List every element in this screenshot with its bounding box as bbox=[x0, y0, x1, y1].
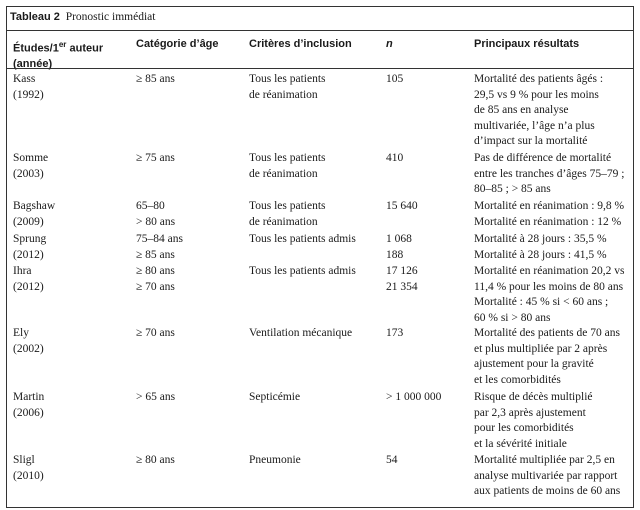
cell-line: de réanimation bbox=[249, 167, 318, 180]
cell-line: 173 bbox=[386, 327, 404, 339]
cell-line: et plus multipliée par 2 après bbox=[474, 342, 608, 355]
cell-line: 54 bbox=[386, 454, 398, 466]
age-cell bbox=[136, 199, 175, 230]
cell-line: 1 068 bbox=[386, 233, 412, 245]
cell-line: de réanimation bbox=[249, 215, 318, 228]
criteria-cell bbox=[249, 264, 356, 280]
cell-line: Ely bbox=[13, 327, 29, 339]
cell-line: de 85 ans en analyse bbox=[474, 104, 569, 117]
cell-line: d’impact sur la mortalité bbox=[474, 135, 588, 148]
results-cell bbox=[474, 264, 624, 326]
cell-line: Mortalité multipliée par 2,5 en bbox=[474, 454, 615, 466]
cell-line: ≥ 80 ans bbox=[136, 265, 175, 277]
study-cell bbox=[13, 326, 44, 357]
n-cell bbox=[386, 326, 403, 342]
header-n: n bbox=[386, 38, 393, 50]
cell-line: Tous les patients admis bbox=[249, 265, 356, 277]
criteria-cell bbox=[249, 326, 352, 342]
cell-line: Ventilation mécanique bbox=[249, 327, 353, 339]
header-criteria: Critères d’inclusion bbox=[249, 38, 352, 50]
cell-line: (2012) bbox=[13, 248, 44, 261]
cell-line: Mortalité à 28 jours : 41,5 % bbox=[474, 248, 607, 261]
cell-line: et les comorbidités bbox=[474, 373, 561, 386]
cell-line: multivariée, l’âge n’a plus bbox=[474, 119, 595, 132]
cell-line: Sligl bbox=[13, 454, 35, 466]
study-cell bbox=[13, 72, 44, 103]
cell-line: Mortalité : 45 % si < 60 ans ; bbox=[474, 296, 609, 309]
table-title: Pronostic immédiat bbox=[65, 11, 156, 23]
cell-line: (2003) bbox=[13, 167, 44, 180]
cell-line: ≥ 85 ans bbox=[136, 73, 175, 85]
study-cell bbox=[13, 232, 46, 263]
cell-line: > 1 000 000 bbox=[386, 391, 442, 403]
cell-line: entre les tranches d’âges 75–79 ; bbox=[474, 167, 625, 180]
results-cell bbox=[474, 326, 620, 388]
age-cell bbox=[136, 264, 175, 295]
age-cell bbox=[136, 151, 175, 167]
header-study: Études/1er auteur (année) bbox=[13, 40, 104, 70]
cell-line: Pas de différence de mortalité bbox=[474, 152, 612, 164]
age-cell bbox=[136, 390, 175, 406]
study-cell bbox=[13, 199, 55, 230]
cell-line: > 80 ans bbox=[136, 215, 176, 228]
cell-line: 188 bbox=[386, 248, 404, 261]
cell-line: ajustement pour la gravité bbox=[474, 358, 594, 371]
cell-line: par 2,3 après ajustement bbox=[474, 406, 586, 419]
results-cell bbox=[474, 453, 620, 500]
n-cell bbox=[386, 151, 403, 167]
cell-line: et la sévérité initiale bbox=[474, 437, 567, 450]
caption-divider bbox=[7, 30, 633, 31]
cell-line: 410 bbox=[386, 152, 404, 164]
results-cell bbox=[474, 72, 603, 150]
study-cell bbox=[13, 453, 44, 484]
study-cell bbox=[13, 390, 44, 421]
cell-line: 15 640 bbox=[386, 200, 418, 212]
cell-line: (2012) bbox=[13, 280, 44, 293]
cell-line: 21 354 bbox=[386, 280, 418, 293]
age-cell bbox=[136, 72, 175, 88]
results-cell bbox=[474, 199, 624, 230]
criteria-cell bbox=[249, 390, 300, 406]
study-cell bbox=[13, 151, 48, 182]
cell-line: pour les comorbidités bbox=[474, 422, 574, 435]
cell-line: Mortalité en réanimation : 12 % bbox=[474, 215, 622, 228]
header-age: Catégorie d’âge bbox=[136, 38, 219, 50]
header-results: Principaux résultats bbox=[474, 38, 580, 50]
cell-line: Mortalité des patients de 70 ans bbox=[474, 327, 620, 339]
age-cell bbox=[136, 232, 183, 263]
cell-line: 105 bbox=[386, 73, 404, 85]
cell-line: Ihra bbox=[13, 265, 32, 277]
cell-line: aux patients de moins de 60 ans bbox=[474, 485, 621, 498]
cell-line: 80–85 ; > 85 ans bbox=[474, 183, 551, 196]
cell-line: Bagshaw bbox=[13, 200, 56, 212]
cell-line: 75–84 ans bbox=[136, 233, 183, 245]
cell-line: Septicémie bbox=[249, 391, 301, 403]
cell-line: Mortalité en réanimation 20,2 vs bbox=[474, 265, 625, 277]
age-cell bbox=[136, 326, 175, 342]
cell-line: Tous les patients admis bbox=[249, 233, 356, 245]
cell-line: Kass bbox=[13, 73, 36, 85]
cell-line: 11,4 % pour les moins de 80 ans bbox=[474, 280, 624, 293]
cell-line: Sprung bbox=[13, 233, 47, 245]
cell-line: Mortalité des patients âgés : bbox=[474, 73, 604, 85]
n-cell bbox=[386, 232, 412, 263]
cell-line: ≥ 70 ans bbox=[136, 280, 175, 293]
cell-line: Mortalité en réanimation : 9,8 % bbox=[474, 200, 625, 212]
n-cell bbox=[386, 199, 418, 215]
cell-line: ≥ 85 ans bbox=[136, 248, 175, 261]
cell-line: 29,5 vs 9 % pour les moins bbox=[474, 88, 599, 101]
cell-line: Somme bbox=[13, 152, 49, 164]
cell-line: Tous les patients bbox=[249, 200, 326, 212]
cell-line: Tous les patients bbox=[249, 152, 326, 164]
cell-line: analyse multivariée par rapport bbox=[474, 469, 618, 482]
n-cell bbox=[386, 453, 398, 469]
cell-line: Pneumonie bbox=[249, 454, 301, 466]
cell-line: > 65 ans bbox=[136, 391, 176, 403]
age-cell bbox=[136, 453, 175, 469]
cell-line: ≥ 80 ans bbox=[136, 454, 175, 466]
n-cell bbox=[386, 72, 403, 88]
study-cell bbox=[13, 264, 44, 295]
criteria-cell bbox=[249, 453, 301, 469]
cell-line: Martin bbox=[13, 391, 45, 403]
cell-line: (2010) bbox=[13, 469, 44, 482]
cell-line: ≥ 75 ans bbox=[136, 152, 175, 164]
cell-line: (2006) bbox=[13, 406, 44, 419]
cell-line: Mortalité à 28 jours : 35,5 % bbox=[474, 233, 607, 245]
criteria-cell bbox=[249, 199, 326, 230]
header-divider bbox=[7, 68, 633, 69]
n-cell bbox=[386, 264, 418, 295]
cell-line: (2002) bbox=[13, 342, 44, 355]
table-caption bbox=[10, 11, 155, 23]
cell-line: 17 126 bbox=[386, 265, 418, 277]
results-cell bbox=[474, 390, 593, 452]
cell-line: (1992) bbox=[13, 88, 44, 101]
cell-line: 60 % si > 80 ans bbox=[474, 311, 551, 324]
cell-line: de réanimation bbox=[249, 88, 318, 101]
criteria-cell bbox=[249, 151, 326, 182]
table-label: Tableau 2 bbox=[10, 11, 60, 23]
criteria-cell bbox=[249, 72, 326, 103]
cell-line: 65–80 bbox=[136, 200, 165, 212]
cell-line: ≥ 70 ans bbox=[136, 327, 175, 339]
results-cell bbox=[474, 232, 607, 263]
cell-line: Tous les patients bbox=[249, 73, 326, 85]
criteria-cell bbox=[249, 232, 356, 248]
cell-line: Risque de décès multiplié bbox=[474, 391, 593, 403]
results-cell bbox=[474, 151, 624, 198]
n-cell bbox=[386, 390, 441, 406]
cell-line: (2009) bbox=[13, 215, 44, 228]
